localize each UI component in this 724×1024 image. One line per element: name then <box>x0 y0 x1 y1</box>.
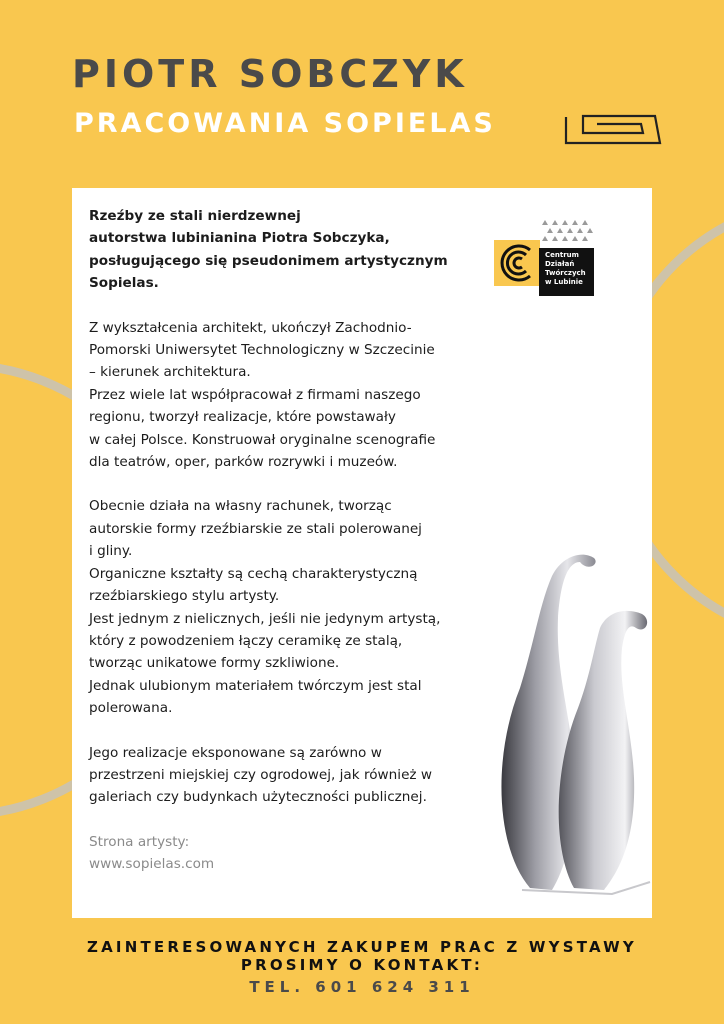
work-line: i gliny. <box>89 543 133 560</box>
work-paragraph <box>89 495 459 719</box>
website-link[interactable]: www.sopielas.com <box>89 856 215 873</box>
exhibits-line: Jego realizacje eksponowane są zarówno w <box>89 744 382 761</box>
exhibits-line: przestrzeni miejskiej czy ogrodowej, jak również w <box>89 766 433 783</box>
work-line: autorskie formy rzeźbiarskie ze stali polerowanej <box>89 520 422 537</box>
bio-line: w całej Polsce. Konstruował oryginalne scenografie <box>89 431 436 448</box>
triangle-pattern-icon <box>540 218 594 242</box>
work-line: który z powodzeniem łączy ceramikę ze stalą, <box>89 632 403 649</box>
phone-number[interactable]: TEL. 601 624 311 <box>249 978 475 996</box>
bio-paragraph <box>89 317 459 474</box>
website-block <box>89 831 459 876</box>
cta-line-2: PROSIMY O KONTAKT: <box>240 956 484 974</box>
work-line: Obecnie działa na własny rachunek, tworząc <box>89 498 392 515</box>
work-line: Organiczne kształty są cechą charakterystyczną <box>89 565 418 582</box>
intro-line: Sopielas. <box>89 275 159 292</box>
bio-line: regionu, tworzył realizacje, które powstawały <box>89 409 396 426</box>
work-line: tworząc unikatowe formy szkliwione. <box>89 655 340 672</box>
work-line: rzeźbiarskiego stylu artysty. <box>89 588 280 605</box>
page-title: PIOTR SOBCZYK <box>72 52 468 96</box>
ctw-name-box <box>539 248 594 296</box>
spiral-logo-icon <box>563 113 663 145</box>
page-subtitle: PRACOWANIA SOPIELAS <box>74 108 496 139</box>
work-line: Jest jednym z nielicznych, jeśli nie jedynym artystą, <box>89 610 441 627</box>
intro-paragraph <box>89 205 459 295</box>
ctw-line: w Lubinie <box>545 278 583 286</box>
work-line: polerowana. <box>89 700 173 717</box>
ctw-logo-icon <box>494 218 594 300</box>
ctw-line: Twórczych <box>545 269 586 277</box>
bio-line: – kierunek architektura. <box>89 364 251 381</box>
exhibits-paragraph <box>89 742 459 809</box>
bio-line: Przez wiele lat współpracował z firmami naszego <box>89 386 421 403</box>
work-line: Jednak ulubionym materiałem twórczym jest stal <box>89 677 422 694</box>
bio-line: Pomorski Uniwersytet Technologiczny w Szczecinie <box>89 342 435 359</box>
intro-line: Rzeźby ze stali nierdzewnej <box>89 208 301 224</box>
website-label: Strona artysty: <box>89 833 190 850</box>
bio-line: dla teatrów, oper, parków rozrywki i muzeów. <box>89 454 398 471</box>
content-card <box>72 188 652 918</box>
exhibits-line: galeriach czy budynkach użyteczności publicznej. <box>89 789 427 806</box>
sculpture-image <box>482 548 652 918</box>
bio-line: Z wykształcenia architekt, ukończył Zachodnio- <box>89 319 412 336</box>
c-mark-icon <box>494 240 540 286</box>
intro-line: posługującego się pseudonimem artystycznym <box>89 252 448 269</box>
text-column <box>89 205 459 876</box>
intro-line: autorstwa lubinianina Piotra Sobczyka, <box>89 230 390 247</box>
ctw-line: Centrum <box>545 251 579 259</box>
ctw-line: Działań <box>545 260 575 268</box>
cta-line-1: ZAINTERESOWANYCH ZAKUPEM PRAC Z WYSTAWY <box>87 938 637 956</box>
sculpture-right <box>559 611 647 890</box>
